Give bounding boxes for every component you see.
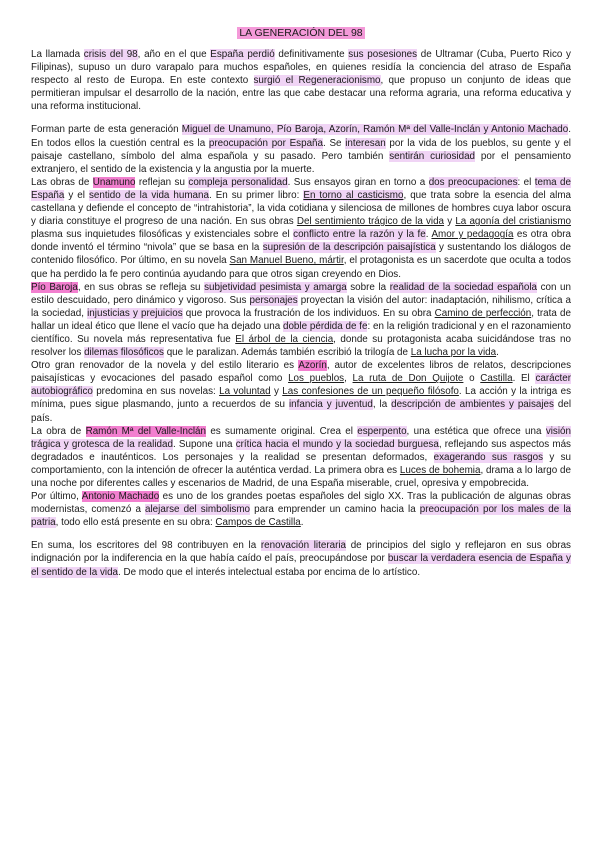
paragraph-5 bbox=[31, 359, 571, 424]
text-run: para emprender un camino hacia la bbox=[250, 504, 420, 516]
highlighted-text: dos preocupaciones bbox=[428, 176, 518, 188]
text-run: : en la religión tradicional y en el razonamiento científico. Su novela más representativa fue bbox=[31, 320, 571, 345]
text-run: La obra de bbox=[31, 425, 86, 437]
text-run: que le paralizan. Además también escribió la trilogía de bbox=[163, 347, 411, 359]
underlined-title: Las confesiones de un pequeño filósofo bbox=[282, 386, 459, 398]
paragraph-3 bbox=[31, 176, 571, 281]
highlighted-text: injusticias y prejuicios bbox=[87, 307, 183, 319]
highlighted-text: crítica hacia el mundo y la sociedad burguesa bbox=[235, 438, 439, 450]
text-run: , donde su protagonista acaba suicidándose tras no resolver los bbox=[31, 333, 571, 359]
text-run: por el pensamiento extranjero, el sentido de la existencia y la angustia por la muerte. bbox=[31, 150, 571, 175]
text-run: , una estética que ofrece una bbox=[406, 425, 546, 437]
paragraph-1 bbox=[31, 48, 571, 113]
document-page bbox=[31, 27, 571, 579]
underlined-title: La voluntad bbox=[219, 386, 271, 398]
text-run: de principios del siglo y reflejaron en sus obras indignación por la indiferencia en la que había caído el país, preocupándose por bbox=[31, 540, 571, 565]
text-run: , que trata sobre la esencia del alma castellana y defiende el concepto de “intrahistoria”, la vida cotidiana y silenciosa de millones de hombres cuya labor oscura y diaria constituye el progreso de una nación. En sus obras bbox=[31, 189, 572, 228]
text-run: , reflejando sus aspectos más degradados e inauténticos. Los personajes y la realidad se presentan deformados, bbox=[31, 438, 571, 463]
text-run: es sumamente original. Crea el bbox=[206, 425, 358, 437]
paragraph-spacer bbox=[31, 113, 571, 123]
text-run: Por último, bbox=[31, 491, 82, 503]
underlined-title: San Manuel Bueno, mártir bbox=[229, 255, 344, 267]
highlighted-text: España perdió bbox=[210, 49, 275, 60]
underlined-title: La lucha por la vida bbox=[410, 347, 497, 359]
highlighted-text: subjetividad pesimista y amarga bbox=[204, 281, 347, 293]
highlighted-text: Azorín bbox=[298, 360, 327, 372]
paragraph-7 bbox=[31, 490, 571, 529]
text-run: . El bbox=[512, 373, 536, 385]
document-body bbox=[31, 48, 571, 579]
highlighted-text: supresión de la descripción paisajística bbox=[262, 242, 436, 254]
text-run: , el protagonista es un sacerdote que oculta a todos que ha perdido la fe pero continúa ayudando para que otros sigan creyendo en Dios. bbox=[31, 255, 571, 280]
highlighted-text: sentirán curiosidad bbox=[389, 150, 476, 162]
text-run: , autor de excelentes libros de relatos, descripciones paisajísticas y evocaciones del pasado español como bbox=[31, 360, 571, 385]
text-run: y bbox=[270, 386, 283, 398]
text-run: , la bbox=[372, 399, 392, 411]
paragraph-4 bbox=[31, 281, 571, 360]
text-run: , año en el que bbox=[137, 49, 211, 60]
underlined-title: Castilla bbox=[480, 373, 513, 385]
paragraph-6 bbox=[31, 425, 571, 490]
text-run: , que propuso un conjunto de ideas que permitieran impulsar el desarrollo de la nación, entre las que cabe destacar una reforma agraria, una reforma educativa y una reforma institucional. bbox=[31, 75, 571, 113]
paragraph-spacer bbox=[31, 529, 571, 539]
highlighted-text: conflicto entre la razón y la fe bbox=[293, 229, 426, 241]
text-run: , trata de hallar un ideal ético que llene el vacío que ha dejado una bbox=[31, 307, 571, 332]
text-run: es uno de los grandes poetas españoles del siglo XX. Tras la publicación de algunas obras modernistas, comenzó a bbox=[31, 491, 571, 516]
highlighted-text: buscar la verdadera esencia de España y el sentido de la vida bbox=[31, 553, 571, 578]
text-run: . Se bbox=[323, 137, 346, 149]
highlighted-text: carácter autobiográfico bbox=[31, 373, 571, 398]
text-run: En suma, los escritores del 98 contribuyen en la bbox=[31, 540, 261, 552]
text-run: . En su primer libro: bbox=[208, 189, 304, 201]
text-run: . La acción y la intriga es mínima, pues sigue plasmando, junto a recuerdos de su bbox=[31, 386, 571, 411]
highlighted-text: descripción de ambientes y paisajes bbox=[391, 399, 554, 411]
highlighted-text: Ramón Mª del Valle-Inclán bbox=[85, 425, 206, 437]
text-run: que provoca la frustración de los individuos. En su obra bbox=[182, 307, 435, 319]
highlighted-text: Unamuno bbox=[92, 176, 136, 188]
underlined-title: La agonía del cristianismo bbox=[455, 216, 572, 228]
text-run: plasma sus inquietudes filosóficas y existenciales sobre el bbox=[31, 229, 294, 241]
highlighted-text: esperpento bbox=[357, 425, 407, 437]
highlighted-text: compleja personalidad bbox=[188, 176, 288, 188]
text-run: y su comportamiento, con la intención de ofrecer la auténtica verdad. La primera obra es bbox=[31, 451, 571, 476]
underlined-title: La ruta de Don Quijote bbox=[352, 373, 464, 385]
highlighted-text: exagerando sus rasgos bbox=[433, 451, 544, 463]
title-highlight: LA GENERACIÓN DEL 98 bbox=[239, 27, 363, 39]
highlighted-text: interesan bbox=[345, 137, 386, 149]
text-run: Forman parte de esta generación bbox=[31, 124, 182, 136]
paragraph-8 bbox=[31, 539, 571, 578]
text-run: y sustentando los diálogos de contenido filosófico. Por último, en su novela bbox=[31, 242, 571, 267]
text-run: . bbox=[425, 229, 432, 241]
highlighted-text: preocupación por los males de la patria bbox=[31, 504, 571, 529]
text-run: del país. bbox=[31, 399, 572, 424]
text-run: . En todos ellos la cuestión central es la bbox=[31, 124, 571, 149]
text-run: o bbox=[463, 373, 481, 385]
text-run: es otra obra donde inventó el término “nivola” que se basa en la bbox=[31, 229, 571, 254]
highlighted-text: tema de España bbox=[31, 176, 572, 201]
underlined-title: Campos de Castilla bbox=[215, 517, 301, 529]
highlighted-text: dilemas filosóficos bbox=[84, 347, 164, 359]
highlighted-text: alejarse del simbolismo bbox=[145, 504, 251, 516]
underlined-title: Camino de perfección bbox=[434, 307, 532, 319]
text-run: , todo ello está presente en su obra: bbox=[55, 517, 216, 529]
text-run: . bbox=[496, 347, 499, 359]
text-run: : el bbox=[517, 176, 535, 188]
text-run: . Supone una bbox=[172, 438, 236, 450]
highlighted-text: Antonio Machado bbox=[81, 491, 160, 503]
underlined-title: El árbol de la ciencia bbox=[235, 333, 334, 345]
text-run: La llamada bbox=[31, 49, 84, 60]
document-title bbox=[31, 27, 571, 40]
highlighted-text: surgió el Regeneracionismo bbox=[253, 75, 381, 87]
text-run: . De modo que el interés intelectual estaba por encima de lo artístico. bbox=[118, 566, 421, 578]
text-run: y bbox=[444, 216, 456, 228]
text-run: definitivamente bbox=[274, 49, 349, 60]
text-run: , bbox=[344, 373, 353, 385]
underlined-title: Del sentimiento trágico de la vida bbox=[296, 216, 445, 228]
highlighted-text: infancia y juventud bbox=[288, 399, 373, 411]
text-run: y el bbox=[64, 189, 89, 201]
underlined-title: Luces de bohemia bbox=[399, 464, 481, 476]
text-run: Las obras de bbox=[31, 176, 93, 188]
highlighted-text: renovación literaria bbox=[260, 540, 347, 552]
highlighted-text: preocupación por España bbox=[208, 137, 324, 149]
highlighted-text: realidad de la sociedad española bbox=[389, 281, 538, 293]
text-run: predomina en sus novelas: bbox=[92, 386, 220, 398]
highlighted-text: doble pérdida de fe bbox=[282, 320, 368, 332]
highlighted-text: visión trágica y grotesca de la realidad bbox=[31, 425, 571, 450]
highlighted-text: Pío Baroja bbox=[31, 281, 78, 293]
highlighted-text: crisis del 98 bbox=[83, 49, 138, 60]
underlined-title: Amor y pedagogía bbox=[431, 229, 514, 241]
text-run: proyectan la visión del autor: inadaptación, nihilismo, crítica a la sociedad, bbox=[31, 294, 571, 319]
text-run: con un estilo descuidado, pero dinámico y vigoroso. Sus bbox=[31, 281, 572, 306]
underlined-title: En torno al casticismo bbox=[303, 189, 404, 201]
paragraph-2 bbox=[31, 123, 571, 175]
text-run: . bbox=[300, 517, 304, 529]
highlighted-text: personajes bbox=[249, 294, 298, 306]
text-run: Otro gran renovador de la novela y del estilo literario es bbox=[31, 360, 299, 372]
underlined-title: Los pueblos bbox=[288, 373, 345, 385]
highlighted-text: sus posesiones bbox=[348, 49, 418, 60]
text-run: sobre la bbox=[346, 281, 390, 293]
text-run: , drama a lo largo de una noche por diferentes calles y escenarios de Madrid, de una España miserable, cruel, opresiva y empobrecida. bbox=[31, 464, 571, 489]
highlighted-text: Miguel de Unamuno, Pío Baroja, Azorín, Ramón Mª del Valle-Inclán y Antonio Machado bbox=[181, 124, 569, 136]
text-run: por la vida de los pueblos, su gente y el paisaje castellano, símbolo del alma española y su pasado. Pero también bbox=[31, 137, 571, 162]
highlighted-text: sentido de la vida humana bbox=[88, 189, 209, 201]
text-run: reflejan su bbox=[135, 176, 189, 188]
text-run: . Sus ensayos giran en torno a bbox=[287, 176, 429, 188]
text-run: de Ultramar (Cuba, Puerto Rico y Filipinas), supuso un duro varapalo para muchos españoles, en quienes residía la conciencia del atraso de España respecto al resto de Europa. En este contexto bbox=[31, 49, 571, 87]
text-run: , en sus obras se refleja su bbox=[77, 281, 205, 293]
